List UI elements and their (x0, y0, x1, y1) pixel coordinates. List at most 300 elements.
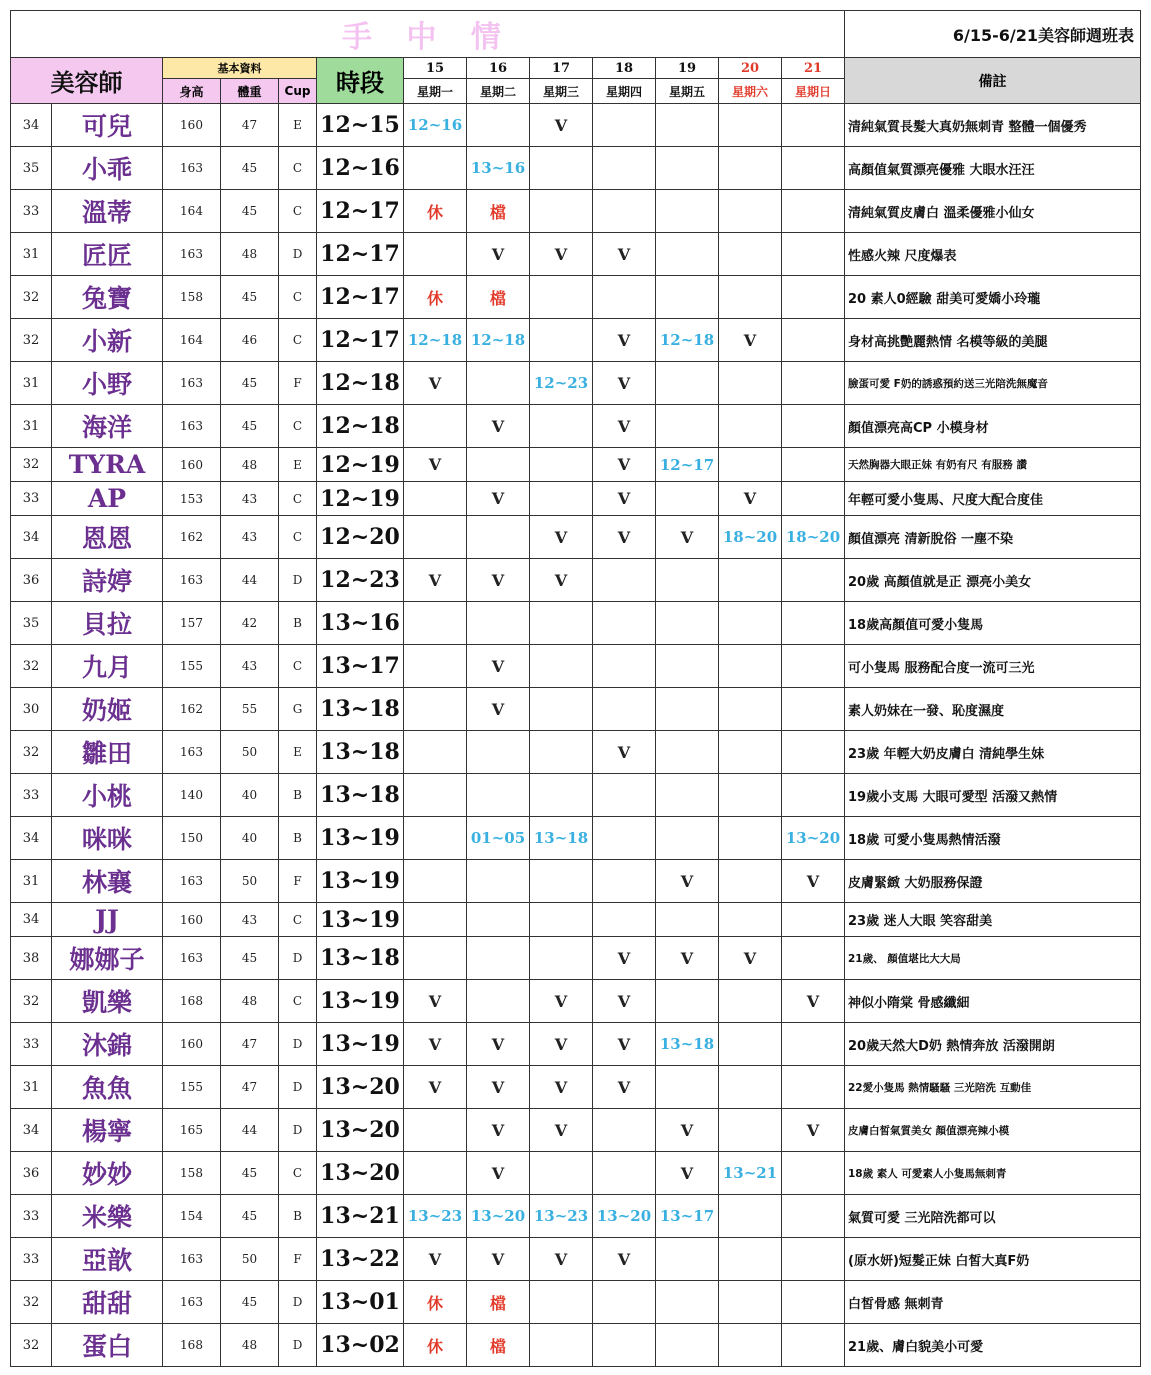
day-cell: V (530, 1238, 593, 1281)
table-row (11, 1324, 1141, 1367)
height-cell: 160 (163, 448, 221, 482)
time-slot-cell: 13~17 (317, 645, 404, 688)
weight-cell: 44 (221, 1109, 279, 1152)
age-cell: 36 (11, 1152, 52, 1195)
day-cell (719, 860, 782, 903)
weight-cell: 43 (221, 645, 279, 688)
note-cell: 20 素人0經驗 甜美可愛嬌小玲瓏 (845, 276, 1141, 319)
weight-cell: 45 (221, 1195, 279, 1238)
time-slot-cell: 12~15 (317, 104, 404, 147)
beautician-name: 咪咪 (52, 817, 163, 860)
day-cell: V (656, 1109, 719, 1152)
height-cell: 140 (163, 774, 221, 817)
day-cell (593, 104, 656, 147)
day-cell (593, 688, 656, 731)
beautician-name: 林襄 (52, 860, 163, 903)
weight-cell: 45 (221, 276, 279, 319)
day-cell: 13~23 (404, 1195, 467, 1238)
time-slot-cell: 13~18 (317, 688, 404, 731)
day-cell (782, 448, 845, 482)
age-cell: 32 (11, 1324, 52, 1367)
header-notes: 備註 (845, 58, 1141, 104)
time-slot-cell: 12~19 (317, 482, 404, 516)
note-cell: 皮膚白皙氣質美女 顏值漂亮辣小模 (845, 1109, 1141, 1152)
header-weekday: 星期六 (719, 79, 782, 104)
height-cell: 163 (163, 559, 221, 602)
weight-cell: 48 (221, 448, 279, 482)
day-cell (782, 1281, 845, 1324)
day-cell: 休 (404, 1324, 467, 1367)
header-date: 18 (593, 58, 656, 79)
beautician-name: 甜甜 (52, 1281, 163, 1324)
day-cell: V (593, 731, 656, 774)
day-cell (719, 362, 782, 405)
day-cell: V (467, 1152, 530, 1195)
note-cell: (原水妍)短髮正妹 白皙大真F奶 (845, 1238, 1141, 1281)
day-cell: V (404, 1066, 467, 1109)
height-cell: 158 (163, 276, 221, 319)
header-weekday: 星期三 (530, 79, 593, 104)
cup-cell: C (279, 147, 317, 190)
header-date: 21 (782, 58, 845, 79)
day-cell (719, 190, 782, 233)
time-slot-cell: 13~20 (317, 1152, 404, 1195)
cup-cell: D (279, 1281, 317, 1324)
age-cell: 30 (11, 688, 52, 731)
beautician-name: 溫蒂 (52, 190, 163, 233)
height-cell: 164 (163, 319, 221, 362)
day-cell: 13~18 (656, 1023, 719, 1066)
day-cell (656, 104, 719, 147)
day-cell: 13~20 (782, 817, 845, 860)
table-row (11, 937, 1141, 980)
header-weekday: 星期二 (467, 79, 530, 104)
day-cell (782, 731, 845, 774)
table-row (11, 817, 1141, 860)
header-time-slot: 時段 (317, 58, 404, 104)
note-cell: 性感火辣 尺度爆表 (845, 233, 1141, 276)
note-cell: 神似小隋棠 骨感纖細 (845, 980, 1141, 1023)
height-cell: 155 (163, 1066, 221, 1109)
beautician-name: 凱樂 (52, 980, 163, 1023)
day-cell: V (404, 362, 467, 405)
day-cell (656, 276, 719, 319)
cup-cell: G (279, 688, 317, 731)
day-cell: 13~21 (719, 1152, 782, 1195)
cup-cell: D (279, 937, 317, 980)
note-cell: 18歲 素人 可愛素人小隻馬無刺青 (845, 1152, 1141, 1195)
height-cell: 168 (163, 980, 221, 1023)
cup-cell: C (279, 903, 317, 937)
height-cell: 163 (163, 405, 221, 448)
cup-cell: B (279, 602, 317, 645)
beautician-name: AP (52, 482, 163, 516)
age-cell: 31 (11, 233, 52, 276)
height-cell: 160 (163, 104, 221, 147)
day-cell (782, 645, 845, 688)
weight-cell: 45 (221, 1152, 279, 1195)
header-weekday: 星期一 (404, 79, 467, 104)
day-cell: V (593, 405, 656, 448)
day-cell (404, 688, 467, 731)
day-cell (719, 448, 782, 482)
day-cell (719, 1324, 782, 1367)
day-cell (656, 602, 719, 645)
table-row (11, 516, 1141, 559)
day-cell: 檔 (467, 1324, 530, 1367)
day-cell: V (593, 319, 656, 362)
day-cell: V (530, 516, 593, 559)
day-cell: 12~17 (656, 448, 719, 482)
day-cell: V (593, 362, 656, 405)
table-row (11, 645, 1141, 688)
day-cell (530, 602, 593, 645)
day-cell: V (782, 1109, 845, 1152)
cup-cell: B (279, 817, 317, 860)
age-cell: 32 (11, 1281, 52, 1324)
day-cell (656, 645, 719, 688)
day-cell (530, 319, 593, 362)
day-cell (467, 903, 530, 937)
cup-cell: B (279, 1195, 317, 1238)
day-cell: V (404, 448, 467, 482)
day-cell: 13~16 (467, 147, 530, 190)
day-cell (782, 688, 845, 731)
weight-cell: 40 (221, 817, 279, 860)
note-cell: 18歲高顏值可愛小隻馬 (845, 602, 1141, 645)
age-cell: 35 (11, 602, 52, 645)
header-weekday: 星期五 (656, 79, 719, 104)
day-cell (593, 1109, 656, 1152)
day-cell (593, 276, 656, 319)
weight-cell: 50 (221, 731, 279, 774)
day-cell: 休 (404, 1281, 467, 1324)
day-cell (404, 482, 467, 516)
day-cell (404, 937, 467, 980)
day-cell (719, 688, 782, 731)
height-cell: 158 (163, 1152, 221, 1195)
day-cell (530, 147, 593, 190)
note-cell: 21歲、膚白貌美小可愛 (845, 1324, 1141, 1367)
cup-cell: D (279, 559, 317, 602)
age-cell: 31 (11, 1066, 52, 1109)
header-date: 15 (404, 58, 467, 79)
time-slot-cell: 12~17 (317, 319, 404, 362)
table-row (11, 319, 1141, 362)
day-cell: V (593, 233, 656, 276)
day-cell (530, 774, 593, 817)
day-cell (656, 362, 719, 405)
day-cell: V (530, 559, 593, 602)
weight-cell: 50 (221, 860, 279, 903)
table-row (11, 980, 1141, 1023)
day-cell: 12~16 (404, 104, 467, 147)
day-cell (782, 903, 845, 937)
day-cell (719, 104, 782, 147)
day-cell: V (530, 1066, 593, 1109)
time-slot-cell: 13~19 (317, 860, 404, 903)
day-cell: 12~18 (404, 319, 467, 362)
weight-cell: 46 (221, 319, 279, 362)
day-cell (719, 147, 782, 190)
day-cell (530, 276, 593, 319)
cup-cell: D (279, 1109, 317, 1152)
day-cell (530, 937, 593, 980)
day-cell (719, 559, 782, 602)
day-cell (656, 1066, 719, 1109)
beautician-name: 雛田 (52, 731, 163, 774)
day-cell (404, 645, 467, 688)
beautician-name: 貝拉 (52, 602, 163, 645)
time-slot-cell: 12~17 (317, 190, 404, 233)
day-cell (782, 1066, 845, 1109)
beautician-name: 小桃 (52, 774, 163, 817)
day-cell (656, 688, 719, 731)
beautician-name: 兔寶 (52, 276, 163, 319)
cup-cell: C (279, 405, 317, 448)
day-cell (782, 104, 845, 147)
beautician-name: 小野 (52, 362, 163, 405)
day-cell: V (467, 1023, 530, 1066)
note-cell: 21歲、 顏值堪比大大局 (845, 937, 1141, 980)
day-cell (656, 559, 719, 602)
week-range-title: 6/15-6/21美容師週班表 (845, 11, 1141, 58)
table-row (11, 602, 1141, 645)
height-cell: 163 (163, 362, 221, 405)
beautician-name: 魚魚 (52, 1066, 163, 1109)
height-cell: 162 (163, 516, 221, 559)
beautician-name: 可兒 (52, 104, 163, 147)
day-cell (719, 1109, 782, 1152)
day-cell (593, 190, 656, 233)
day-cell: V (467, 645, 530, 688)
note-cell: 顏值漂亮 清新脫俗 一塵不染 (845, 516, 1141, 559)
height-cell: 163 (163, 731, 221, 774)
day-cell (656, 482, 719, 516)
weight-cell: 55 (221, 688, 279, 731)
day-cell (782, 602, 845, 645)
day-cell: 12~18 (656, 319, 719, 362)
beautician-name: 楊寧 (52, 1109, 163, 1152)
cup-cell: F (279, 362, 317, 405)
time-slot-cell: 13~19 (317, 1023, 404, 1066)
day-cell: 13~23 (530, 1195, 593, 1238)
header-height: 身高 (163, 79, 221, 104)
height-cell: 155 (163, 645, 221, 688)
day-cell (719, 1066, 782, 1109)
height-cell: 157 (163, 602, 221, 645)
beautician-name: 匠匠 (52, 233, 163, 276)
height-cell: 163 (163, 147, 221, 190)
day-cell: 休 (404, 276, 467, 319)
table-row (11, 362, 1141, 405)
day-cell: 18~20 (782, 516, 845, 559)
day-cell (782, 1324, 845, 1367)
note-cell: 年輕可愛小隻馬、尺度大配合度佳 (845, 482, 1141, 516)
age-cell: 32 (11, 980, 52, 1023)
time-slot-cell: 12~23 (317, 559, 404, 602)
day-cell: V (467, 405, 530, 448)
age-cell: 33 (11, 190, 52, 233)
day-cell (593, 1281, 656, 1324)
day-cell: V (593, 482, 656, 516)
time-slot-cell: 13~21 (317, 1195, 404, 1238)
time-slot-cell: 12~19 (317, 448, 404, 482)
note-cell: 清純氣質皮膚白 溫柔優雅小仙女 (845, 190, 1141, 233)
day-cell (404, 147, 467, 190)
day-cell (530, 1281, 593, 1324)
day-cell: 檔 (467, 190, 530, 233)
day-cell (530, 190, 593, 233)
cup-cell: C (279, 276, 317, 319)
day-cell: 13~17 (656, 1195, 719, 1238)
day-cell (404, 233, 467, 276)
table-row (11, 1066, 1141, 1109)
day-cell (656, 190, 719, 233)
day-cell (530, 482, 593, 516)
day-cell: V (467, 1066, 530, 1109)
day-cell (404, 1152, 467, 1195)
header-weekday: 星期四 (593, 79, 656, 104)
day-cell (530, 448, 593, 482)
weight-cell: 45 (221, 405, 279, 448)
beautician-name: TYRA (52, 448, 163, 482)
schedule-table (10, 10, 1141, 1367)
day-cell: 12~23 (530, 362, 593, 405)
header-weekday: 星期日 (782, 79, 845, 104)
time-slot-cell: 13~18 (317, 774, 404, 817)
beautician-name: 九月 (52, 645, 163, 688)
note-cell: 白皙骨感 無刺青 (845, 1281, 1141, 1324)
time-slot-cell: 13~01 (317, 1281, 404, 1324)
day-cell (467, 448, 530, 482)
beautician-name: 小乖 (52, 147, 163, 190)
time-slot-cell: 12~18 (317, 405, 404, 448)
day-cell (719, 1281, 782, 1324)
day-cell (782, 233, 845, 276)
beautician-name: 小新 (52, 319, 163, 362)
day-cell: V (530, 980, 593, 1023)
note-cell: 顏值漂亮高CP 小模身材 (845, 405, 1141, 448)
day-cell: V (467, 482, 530, 516)
day-cell: 18~20 (719, 516, 782, 559)
table-row (11, 731, 1141, 774)
weight-cell: 47 (221, 1023, 279, 1066)
day-cell (656, 1238, 719, 1281)
weight-cell: 44 (221, 559, 279, 602)
age-cell: 32 (11, 276, 52, 319)
day-cell (656, 405, 719, 448)
height-cell: 160 (163, 903, 221, 937)
day-cell: 13~18 (530, 817, 593, 860)
age-cell: 31 (11, 860, 52, 903)
header-date: 20 (719, 58, 782, 79)
note-cell: 氣質可愛 三光陪洗都可以 (845, 1195, 1141, 1238)
day-cell: 13~20 (467, 1195, 530, 1238)
note-cell: 18歲 可愛小隻馬熱情活潑 (845, 817, 1141, 860)
day-cell (719, 602, 782, 645)
note-cell: 23歲 年輕大奶皮膚白 清純學生妹 (845, 731, 1141, 774)
time-slot-cell: 13~20 (317, 1066, 404, 1109)
weight-cell: 45 (221, 1281, 279, 1324)
day-cell (404, 817, 467, 860)
weight-cell: 48 (221, 980, 279, 1023)
weight-cell: 43 (221, 516, 279, 559)
note-cell: 20歲 高顏值就是正 漂亮小美女 (845, 559, 1141, 602)
cup-cell: C (279, 482, 317, 516)
age-cell: 33 (11, 482, 52, 516)
time-slot-cell: 13~02 (317, 1324, 404, 1367)
cup-cell: C (279, 190, 317, 233)
weight-cell: 48 (221, 1324, 279, 1367)
day-cell: V (593, 1066, 656, 1109)
age-cell: 34 (11, 817, 52, 860)
day-cell (719, 1195, 782, 1238)
day-cell (782, 190, 845, 233)
table-row (11, 903, 1141, 937)
day-cell (467, 602, 530, 645)
day-cell: V (404, 980, 467, 1023)
beautician-name: 蛋白 (52, 1324, 163, 1367)
day-cell (782, 937, 845, 980)
beautician-name: 米樂 (52, 1195, 163, 1238)
day-cell: V (593, 937, 656, 980)
height-cell: 150 (163, 817, 221, 860)
time-slot-cell: 13~18 (317, 937, 404, 980)
cup-cell: C (279, 980, 317, 1023)
day-cell (467, 980, 530, 1023)
age-cell: 32 (11, 645, 52, 688)
age-cell: 34 (11, 1109, 52, 1152)
note-cell: 23歲 迷人大眼 笑容甜美 (845, 903, 1141, 937)
time-slot-cell: 13~18 (317, 731, 404, 774)
age-cell: 33 (11, 1195, 52, 1238)
day-cell (719, 817, 782, 860)
cup-cell: D (279, 233, 317, 276)
weight-cell: 45 (221, 362, 279, 405)
age-cell: 31 (11, 362, 52, 405)
day-cell (467, 774, 530, 817)
day-cell: V (593, 516, 656, 559)
day-cell (467, 362, 530, 405)
age-cell: 32 (11, 731, 52, 774)
day-cell (656, 1324, 719, 1367)
height-cell: 163 (163, 233, 221, 276)
day-cell (593, 147, 656, 190)
day-cell (719, 980, 782, 1023)
day-cell (467, 104, 530, 147)
day-cell (404, 774, 467, 817)
height-cell: 165 (163, 1109, 221, 1152)
age-cell: 33 (11, 1238, 52, 1281)
cup-cell: C (279, 319, 317, 362)
table-row (11, 1195, 1141, 1238)
day-cell: V (656, 860, 719, 903)
weight-cell: 42 (221, 602, 279, 645)
day-cell (530, 731, 593, 774)
day-cell (593, 817, 656, 860)
day-cell (530, 1152, 593, 1195)
day-cell (656, 903, 719, 937)
day-cell: V (593, 1238, 656, 1281)
day-cell: V (593, 980, 656, 1023)
day-cell (656, 1281, 719, 1324)
day-cell (530, 688, 593, 731)
day-cell (656, 233, 719, 276)
beautician-name: 娜娜子 (52, 937, 163, 980)
beautician-name: JJ (52, 903, 163, 937)
day-cell (782, 276, 845, 319)
